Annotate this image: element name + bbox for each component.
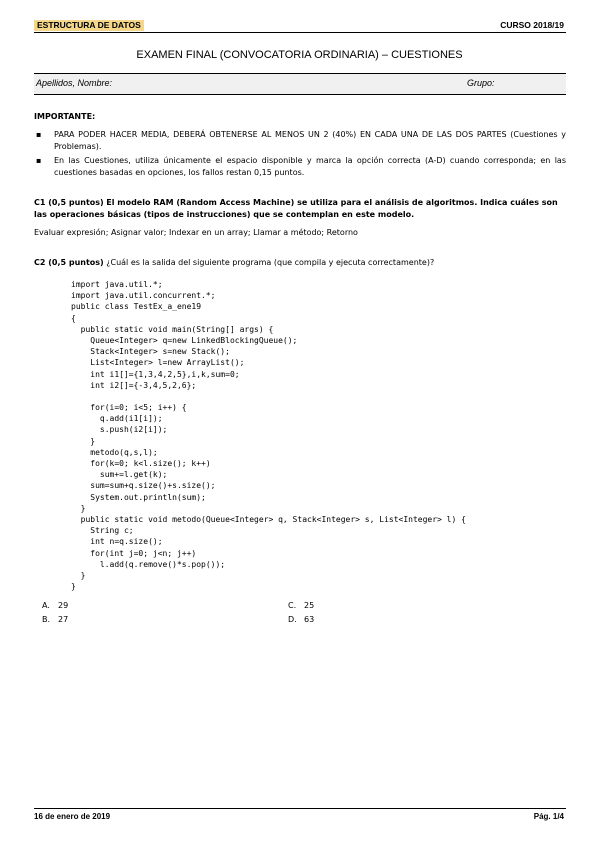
- important-note-text: PARA PODER HACER MEDIA, DEBERÁ OBTENERSE AL MENOS UN 2 (40%) EN CADA UNA DE LAS DOS PARTES (Cuestiones y Problemas).: [54, 130, 566, 151]
- code-line: l.add(q.remove()*s.pop());: [71, 559, 226, 569]
- code-line: Queue<Integer> q=new LinkedBlockingQueue();: [71, 335, 298, 345]
- code-line: List<Integer> l=new ArrayList();: [71, 358, 245, 368]
- code-line: sum=sum+q.size()+s.size();: [71, 481, 216, 491]
- option-value: 29: [58, 601, 69, 611]
- option-letter: D.: [288, 615, 297, 625]
- question-c2-label: C2 (0,5 puntos): [34, 258, 104, 267]
- option-value: 27: [58, 615, 69, 625]
- bullet-icon: ▪: [36, 156, 42, 165]
- code-line: s.push(i2[i]);: [71, 425, 168, 435]
- important-notes: [34, 129, 566, 179]
- bullet-icon: ▪: [36, 130, 42, 139]
- student-name-label: Apellidos, Nombre:: [36, 78, 113, 88]
- code-line: for(int j=0; j<n; j++): [71, 548, 197, 558]
- course-title: ESTRUCTURA DE DATOS: [34, 20, 144, 31]
- code-line: [71, 391, 566, 402]
- code-line: import java.util.concurrent.*;: [71, 291, 216, 301]
- question-c1: [34, 197, 566, 239]
- footer-page-number: Pág. 1/4: [533, 812, 564, 821]
- question-c2: [34, 257, 566, 628]
- important-title: IMPORTANTE:: [34, 112, 96, 121]
- option-letter: A.: [42, 601, 50, 611]
- code-line: }: [71, 570, 86, 580]
- question-c1-text: El modelo RAM (Random Access Machine) se utiliza para el análisis de algoritmos. Indica cuáles son las operaciones básicas (tipos de instrucciones) que se contemplan en este modelo.: [34, 198, 558, 219]
- important-note: [34, 129, 566, 153]
- exam-title: EXAMEN FINAL (CONVOCATORIA ORDINARIA) – CUESTIONES: [136, 49, 463, 61]
- code-line: Stack<Integer> s=new Stack();: [71, 347, 230, 357]
- code-line: System.out.println(sum);: [71, 492, 206, 502]
- question-c1-label: C1 (0,5 puntos): [34, 198, 104, 207]
- code-line: int i1[]={1,3,4,2,5},i,k,sum=0;: [71, 369, 240, 379]
- code-line: public static void metodo(Queue<Integer> q, Stack<Integer> s, List<Integer> l) {: [71, 514, 466, 524]
- code-line: metodo(q,s,l);: [71, 447, 158, 457]
- option-c[interactable]: [288, 600, 314, 612]
- option-b[interactable]: [42, 614, 68, 626]
- code-line: String c;: [71, 526, 134, 536]
- course-year: CURSO 2018/19: [500, 20, 564, 30]
- code-listing: [71, 279, 566, 592]
- code-line: int n=q.size();: [71, 537, 163, 547]
- code-line: for(i=0; i<5; i++) {: [71, 403, 187, 413]
- code-line: int i2[]={-3,4,5,2,6};: [71, 380, 197, 390]
- code-line: }: [71, 503, 86, 513]
- page-header: [34, 18, 566, 33]
- code-line: sum+=l.get(k);: [71, 470, 168, 480]
- student-group-label: Grupo:: [467, 78, 495, 88]
- answer-options: [34, 600, 566, 628]
- option-letter: C.: [288, 601, 297, 611]
- page-footer: [34, 808, 566, 823]
- student-info-bar: [34, 73, 566, 95]
- code-line: {: [71, 313, 76, 323]
- code-line: public static void main(String[] args) {: [71, 324, 274, 334]
- code-line: for(k=0; k<l.size(); k++): [71, 459, 211, 468]
- option-value: 63: [304, 615, 315, 625]
- code-line: public class TestEx_a_ene19: [71, 302, 202, 312]
- code-line: q.add(i1[i]);: [71, 414, 163, 424]
- option-letter: B.: [42, 615, 51, 625]
- code-line: import java.util.*;: [71, 280, 163, 289]
- option-value: 25: [304, 601, 315, 611]
- code-line: }: [71, 436, 96, 446]
- important-note-text: En las Cuestiones, utiliza únicamente el espacio disponible y marca la opción correcta (A-D) cuando corresponda; en las cuestiones basadas en opciones, los fallos restan 0,15 puntos.: [54, 156, 566, 177]
- option-a[interactable]: [42, 600, 68, 612]
- footer-date: 16 de enero de 2019: [34, 812, 111, 821]
- important-note: [34, 155, 566, 179]
- question-c1-answer: Evaluar expresión; Asignar valor; Indexar en un array; Llamar a método; Retorno: [34, 228, 358, 237]
- option-d[interactable]: [288, 614, 314, 626]
- code-line: }: [71, 582, 76, 592]
- exam-content: [34, 111, 566, 628]
- question-c2-text: ¿Cuál es la salida del siguiente programa (que compila y ejecuta correctamente)?: [106, 258, 435, 267]
